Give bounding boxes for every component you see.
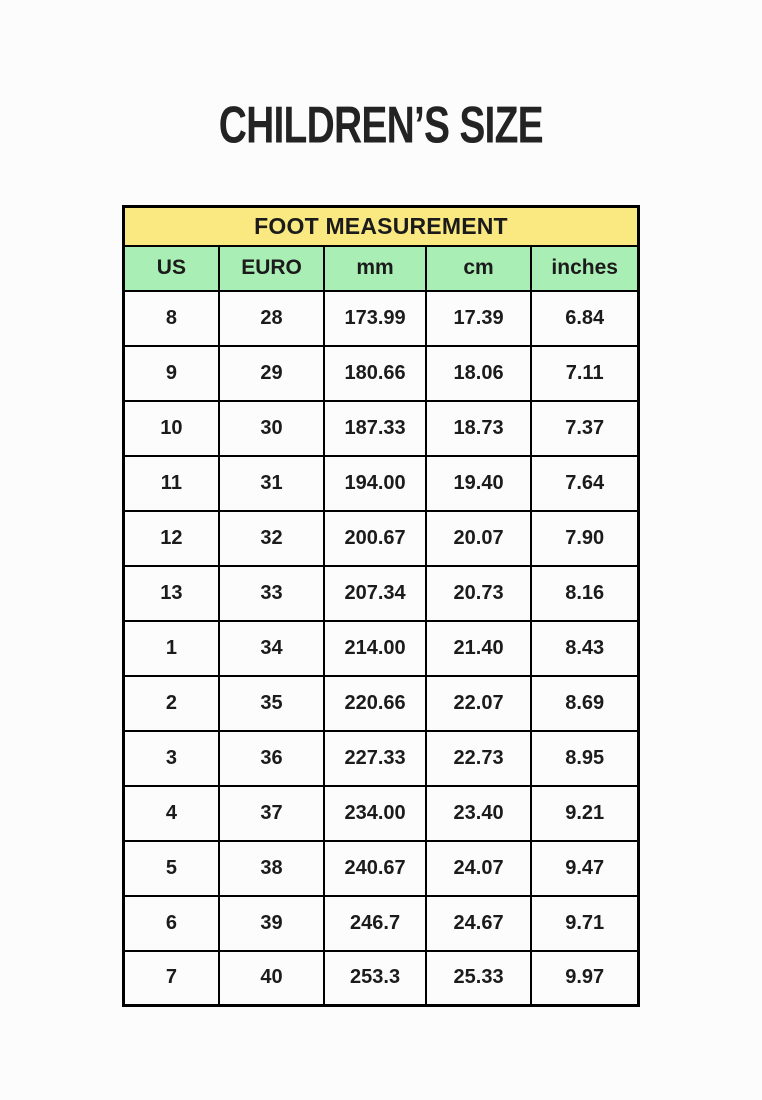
table-row xyxy=(124,291,639,346)
table-cell: 34 xyxy=(219,621,325,676)
table-cell: 31 xyxy=(219,456,325,511)
table-cell: 32 xyxy=(219,511,325,566)
table-cell: 29 xyxy=(219,346,325,401)
table-cell: 200.67 xyxy=(324,511,425,566)
table-cell: 9 xyxy=(124,346,219,401)
table-cell: 22.73 xyxy=(426,731,532,786)
table-cell: 7.37 xyxy=(531,401,638,456)
table-cell: 36 xyxy=(219,731,325,786)
table-cell: 40 xyxy=(219,951,325,1006)
column-header-cm: cm xyxy=(426,246,532,291)
table-cell: 13 xyxy=(124,566,219,621)
column-header-us: US xyxy=(124,246,219,291)
table-cell: 7.90 xyxy=(531,511,638,566)
page-title-container xyxy=(0,96,762,154)
measurement-header: FOOT MEASUREMENT xyxy=(124,207,639,246)
table-cell: 9.97 xyxy=(531,951,638,1006)
table-row xyxy=(124,566,639,621)
table-cell: 173.99 xyxy=(324,291,425,346)
table-cell: 35 xyxy=(219,676,325,731)
table-cell: 20.73 xyxy=(426,566,532,621)
table-row xyxy=(124,951,639,1006)
table-row xyxy=(124,621,639,676)
table-cell: 214.00 xyxy=(324,621,425,676)
table-cell: 234.00 xyxy=(324,786,425,841)
table-row xyxy=(124,896,639,951)
table-cell: 37 xyxy=(219,786,325,841)
table-cell: 9.47 xyxy=(531,841,638,896)
table-cell: 8.43 xyxy=(531,621,638,676)
table-cell: 21.40 xyxy=(426,621,532,676)
table-cell: 220.66 xyxy=(324,676,425,731)
table-row xyxy=(124,731,639,786)
size-table-body xyxy=(124,291,639,1006)
table-cell: 22.07 xyxy=(426,676,532,731)
table-cell: 23.40 xyxy=(426,786,532,841)
table-cell: 18.06 xyxy=(426,346,532,401)
table-cell: 5 xyxy=(124,841,219,896)
table-cell: 187.33 xyxy=(324,401,425,456)
table-cell: 25.33 xyxy=(426,951,532,1006)
table-row xyxy=(124,401,639,456)
table-cell: 9.71 xyxy=(531,896,638,951)
table-cell: 12 xyxy=(124,511,219,566)
table-row xyxy=(124,786,639,841)
page-title: CHILDREN’S SIZE xyxy=(218,95,544,155)
table-cell: 194.00 xyxy=(324,456,425,511)
table-cell: 207.34 xyxy=(324,566,425,621)
table-row xyxy=(124,456,639,511)
table-cell: 30 xyxy=(219,401,325,456)
table-cell: 7.11 xyxy=(531,346,638,401)
table-cell: 7 xyxy=(124,951,219,1006)
table-cell: 8.16 xyxy=(531,566,638,621)
table-cell: 2 xyxy=(124,676,219,731)
table-row xyxy=(124,676,639,731)
table-row xyxy=(124,841,639,896)
table-cell: 8 xyxy=(124,291,219,346)
table-cell: 33 xyxy=(219,566,325,621)
table-cell: 17.39 xyxy=(426,291,532,346)
table-cell: 6 xyxy=(124,896,219,951)
column-header-euro: EURO xyxy=(219,246,325,291)
table-cell: 8.95 xyxy=(531,731,638,786)
table-cell: 24.67 xyxy=(426,896,532,951)
table-cell: 19.40 xyxy=(426,456,532,511)
table-cell: 10 xyxy=(124,401,219,456)
table-cell: 246.7 xyxy=(324,896,425,951)
table-cell: 24.07 xyxy=(426,841,532,896)
table-cell: 11 xyxy=(124,456,219,511)
size-chart-table xyxy=(122,205,640,1007)
table-cell: 39 xyxy=(219,896,325,951)
table-cell: 7.64 xyxy=(531,456,638,511)
table-cell: 18.73 xyxy=(426,401,532,456)
table-row xyxy=(124,346,639,401)
column-header-row xyxy=(124,246,639,291)
table-cell: 38 xyxy=(219,841,325,896)
column-header-mm: mm xyxy=(324,246,425,291)
table-cell: 8.69 xyxy=(531,676,638,731)
table-cell: 4 xyxy=(124,786,219,841)
table-cell: 20.07 xyxy=(426,511,532,566)
table-cell: 180.66 xyxy=(324,346,425,401)
measurement-header-row xyxy=(124,207,639,246)
table-cell: 28 xyxy=(219,291,325,346)
table-row xyxy=(124,511,639,566)
column-header-inches: inches xyxy=(531,246,638,291)
table-cell: 1 xyxy=(124,621,219,676)
table-cell: 3 xyxy=(124,731,219,786)
table-cell: 227.33 xyxy=(324,731,425,786)
table-cell: 240.67 xyxy=(324,841,425,896)
table-cell: 253.3 xyxy=(324,951,425,1006)
table-cell: 6.84 xyxy=(531,291,638,346)
table-cell: 9.21 xyxy=(531,786,638,841)
